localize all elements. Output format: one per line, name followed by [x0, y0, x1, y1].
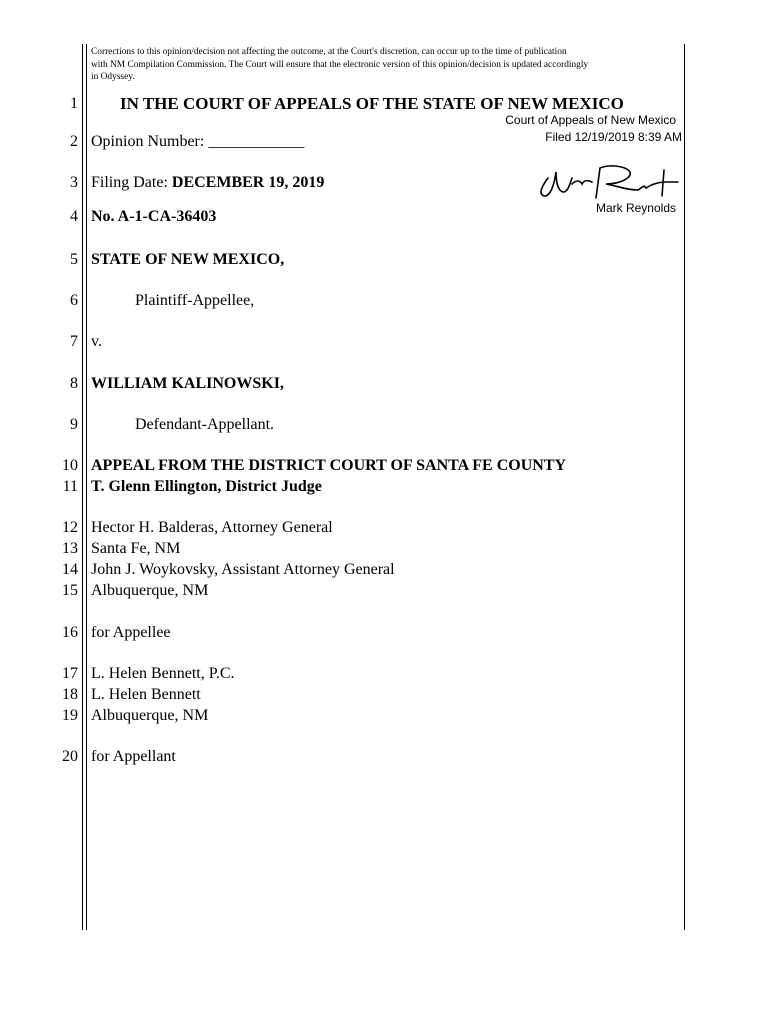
line-number: 10 [62, 457, 78, 474]
filing-date [91, 173, 324, 193]
signature-image [534, 158, 682, 204]
notice-line: with NM Compilation Commission. The Court will ensure that the electronic version of this opinion/decision is updated accordingly [91, 59, 589, 70]
line-number: 18 [62, 686, 78, 703]
for-appellee: for Appellee [91, 624, 171, 641]
line-number: 3 [70, 174, 78, 191]
line-number: 12 [62, 519, 78, 536]
counsel-line: L. Helen Bennett [91, 686, 201, 703]
counsel-line: Hector H. Balderas, Attorney General [91, 519, 333, 536]
stamp-court: Court of Appeals of New Mexico [505, 113, 676, 127]
line-number: 17 [62, 665, 78, 682]
margin-rule-left-outer [82, 44, 83, 930]
versus: v. [91, 333, 102, 350]
line-number: 20 [62, 748, 78, 765]
party-defendant: WILLIAM KALINOWSKI, [91, 375, 284, 392]
notice-line: in Odyssey. [91, 72, 135, 83]
for-appellant: for Appellant [91, 748, 176, 765]
line-number: 16 [62, 624, 78, 641]
notice-line: Corrections to this opinion/decision not affecting the outcome, at the Court's discretion, can occur up to the time of publication [91, 47, 567, 57]
margin-rule-right [684, 44, 685, 930]
filing-date-label: Filing Date: [91, 174, 172, 191]
counsel-line: Santa Fe, NM [91, 540, 181, 557]
counsel-line: L. Helen Bennett, P.C. [91, 665, 235, 682]
line-number: 1 [70, 95, 78, 112]
appeal-heading: APPEAL FROM THE DISTRICT COURT OF SANTA FE COUNTY [91, 457, 567, 474]
line-number: 13 [62, 540, 78, 557]
stamp-filed: Filed 12/19/2019 8:39 AM [545, 130, 682, 144]
counsel-line: Albuquerque, NM [91, 582, 209, 599]
court-title: IN THE COURT OF APPEALS OF THE STATE OF NEW MEXICO [120, 94, 624, 113]
line-number: 19 [62, 707, 78, 724]
line-number: 2 [70, 133, 78, 150]
line-number: 7 [70, 333, 78, 350]
docket-number: No. A-1-CA-36403 [91, 208, 217, 225]
line-number: 8 [70, 375, 78, 392]
line-number: 11 [62, 478, 78, 495]
corrections-notice [91, 46, 681, 84]
line-number: 4 [70, 208, 78, 225]
plaintiff-role: Plaintiff-Appellee, [135, 292, 255, 309]
stamp-signer: Mark Reynolds [595, 201, 676, 215]
line-number: 9 [70, 416, 78, 433]
line-number: 14 [62, 561, 78, 578]
opinion-number: Opinion Number: ____________ [91, 133, 305, 150]
line-number: 15 [62, 582, 78, 599]
counsel-line: John J. Woykovsky, Assistant Attorney General [91, 561, 395, 578]
district-judge: T. Glenn Ellington, District Judge [91, 478, 322, 495]
margin-rule-left-inner [86, 44, 87, 930]
counsel-line: Albuquerque, NM [91, 707, 209, 724]
filing-date-value: DECEMBER 19, 2019 [171, 174, 325, 191]
defendant-role: Defendant-Appellant. [135, 416, 275, 433]
line-number: 5 [70, 251, 78, 268]
party-plaintiff: STATE OF NEW MEXICO, [91, 251, 285, 268]
line-number: 6 [70, 292, 78, 309]
